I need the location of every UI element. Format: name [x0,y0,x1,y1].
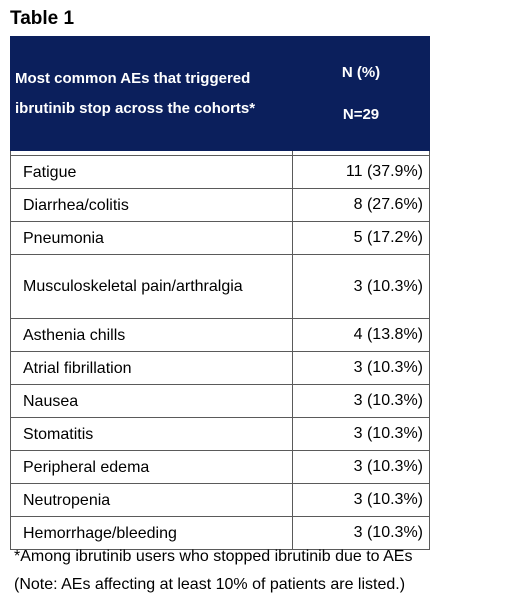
table-row [11,319,430,352]
ae-value-cell: 3 (10.3%) [293,255,430,319]
table-row [11,222,430,255]
ae-name-cell: Stomatitis [11,418,293,451]
ae-name-cell: Musculoskeletal pain/arthralgia [11,255,293,319]
ae-name-cell: Fatigue [11,156,293,189]
ae-value-cell: 4 (13.8%) [293,319,430,352]
table-header-row [11,37,430,151]
header-count-column [293,37,430,151]
header-n-percent: N (%) [341,63,381,81]
header-n-total: N=29 [342,105,380,123]
table-row [11,352,430,385]
footnote-asterisk: *Among ibrutinib users who stopped ibrutinib due to AEs [14,548,413,565]
ae-value-cell: 3 (10.3%) [293,517,430,550]
ae-value-cell: 3 (10.3%) [293,451,430,484]
ae-name-cell: Atrial fibrillation [11,352,293,385]
table-row [11,451,430,484]
ae-name-cell: Pneumonia [11,222,293,255]
table-row [11,189,430,222]
footnote-note: (Note: AEs affecting at least 10% of patients are listed.) [14,576,406,593]
ae-name-cell: Neutropenia [11,484,293,517]
ae-value-cell: 11 (37.9%) [293,156,430,189]
table-row [11,385,430,418]
table-row [11,156,430,189]
ae-name-cell: Hemorrhage/bleeding [11,517,293,550]
ae-name-cell: Nausea [11,385,293,418]
ae-name-cell: Peripheral edema [11,451,293,484]
ae-name-cell: Asthenia chills [11,319,293,352]
table-row [11,484,430,517]
ae-value-cell: 8 (27.6%) [293,189,430,222]
ae-value-cell: 3 (10.3%) [293,352,430,385]
ae-name-cell: Diarrhea/colitis [11,189,293,222]
ae-value-cell: 3 (10.3%) [293,385,430,418]
ae-value-cell: 5 (17.2%) [293,222,430,255]
table-row [11,255,430,319]
table-row [11,418,430,451]
ae-value-cell: 3 (10.3%) [293,484,430,517]
header-ae-column: Most common AEs that triggered ibrutinib stop across the cohorts* [11,37,293,151]
table-title: Table 1 [10,8,75,29]
ae-value-cell: 3 (10.3%) [293,418,430,451]
ae-table [10,36,430,550]
